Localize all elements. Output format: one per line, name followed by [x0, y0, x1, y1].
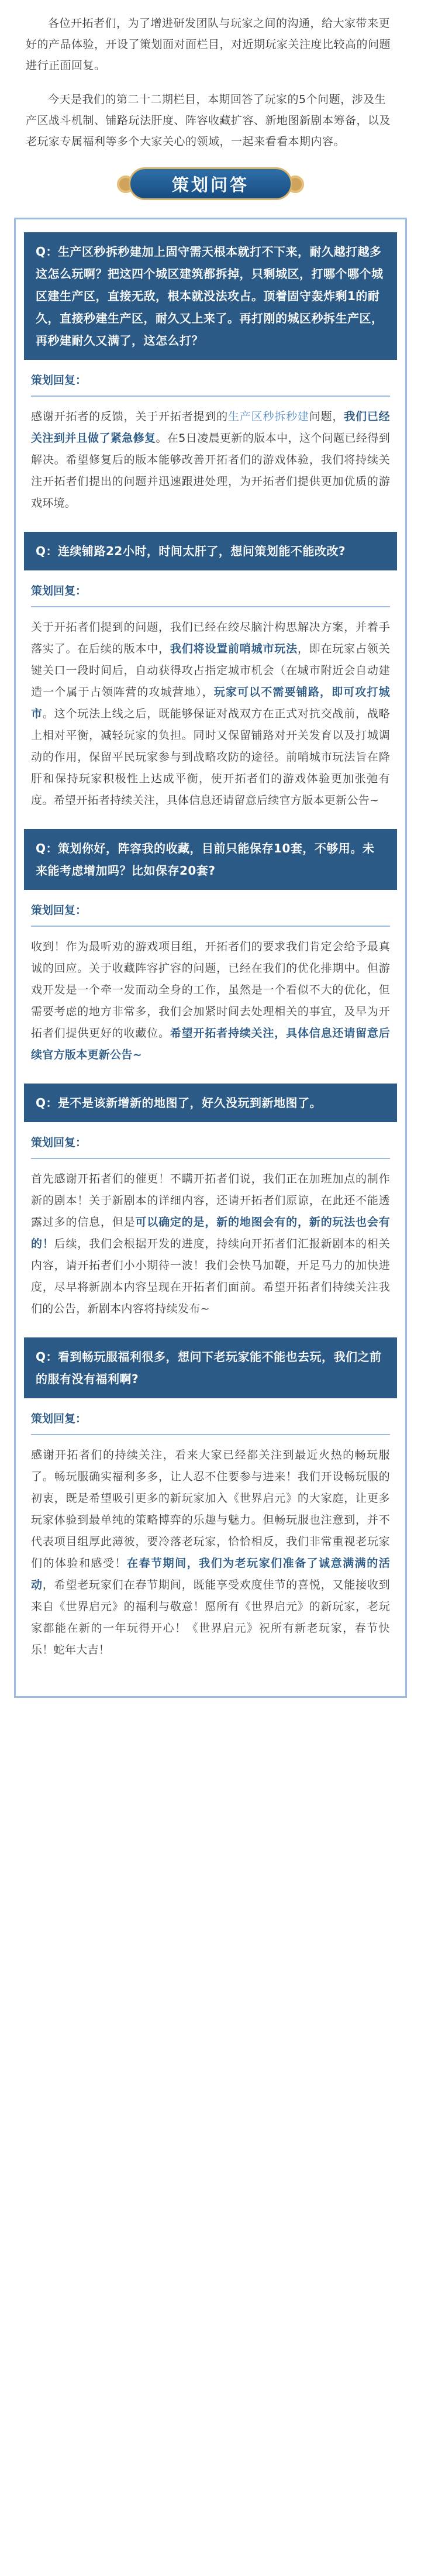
answer-keyword: 生产区秒拆秒建 — [227, 410, 309, 423]
answer-highlight: 玩家可以不需要铺路，即可攻打城市 — [31, 686, 390, 720]
answer-segment: 收到！作为最听劝的游戏项目组，开拓者们的要求我们肯定会给予最真诚的回应。关于收藏阵容扩容的问题，已经在我们的优化排期中。但游戏开发是一个牵一发而动全身的工作，虽然是一个看似不大的优化，但需要考虑的地方非常多，我们会加紧时间去处理相关的事宜，及早为开拓者们提供更好的收藏位。 — [31, 940, 390, 1040]
qa-item — [24, 532, 397, 811]
answer-label: 策划回复： — [31, 904, 87, 917]
answer-label: 策划回复： — [31, 1412, 87, 1425]
answer-label: 策划回复： — [31, 1136, 87, 1149]
answer-segment: 。在5日凌晨更新的版本中，这个问题已经得到解决。希望修复后的版本能够改善开拓者们的游戏体验，我们将持续关注开拓者们提出的问题并迅速跟进处理，为开拓者们提供更加优质的游戏环境。 — [31, 432, 391, 510]
answer-highlight: 可以确定的是，新的地图会有的，新的玩法也会有的！ — [31, 1216, 391, 1250]
section-title: 策划问答 — [171, 174, 249, 195]
answer-segment: 感谢开拓者的反馈，关于开拓者提到的 — [31, 410, 228, 423]
answer-text — [24, 406, 397, 514]
answer-text — [24, 1168, 397, 1320]
intro-section — [0, 0, 421, 152]
answer-highlight: 我们已经关注到并且做了紧急修复 — [31, 410, 390, 445]
answer-divider — [31, 395, 390, 397]
intro-paragraph-2: 今天是我们的第二十二期栏目，本期回答了玩家的5个问题，涉及生产区战斗机制、铺路玩法肝度、阵容收藏扩容、新地图新剧本筹备，以及老玩家专属福利等多个大家关心的领域，一起来看看本期内容。 — [26, 93, 391, 148]
answer-divider — [31, 926, 390, 927]
qa-item — [24, 1337, 397, 1661]
intro-paragraph-1: 各位开拓者们，为了增进研发团队与玩家之间的沟通，给大家带来更好的产品体验，开设了策划面对面栏目，对近期玩家关注度比较高的问题进行正面回复。 — [26, 17, 391, 72]
answer-divider — [31, 1434, 390, 1435]
section-title-banner — [123, 165, 298, 202]
answer-text — [24, 617, 397, 811]
answer-label: 策划回复： — [31, 584, 87, 597]
answer-segment: 首先感谢开拓者们的催更！不瞒开拓者们说，我们正在加班加点的制作新的剧本！关于新剧本的详细内容，还请开拓者们原谅，在此还不能透露过多的信息，但是 — [31, 1172, 390, 1229]
qa-frame — [14, 218, 407, 1698]
answer-segment: ，希望老玩家们在春节期间，既能享受欢度佳节的喜悦，又能接收到来自《世界启元》的福利与敬意！愿所有《世界启元》的新玩家，老玩家都能在新的一年玩得开心！《世界启元》祝所有新老玩家，春节快乐！蛇年大吉！ — [31, 1578, 390, 1656]
question-box: Q：连续铺路22小时，时间太肝了，想问策划能不能改改? — [24, 532, 397, 570]
answer-highlight: 在春节期间，我们为老玩家们准备了诚意满满的活动 — [31, 1557, 390, 1591]
answer-segment: 关于开拓者们提到的问题，我们已经在绞尽脑汁构思解决方案，并着手落实了。在后续的版本中， — [31, 621, 390, 655]
banner-pill — [129, 167, 292, 200]
answer-highlight: 我们将设置前哨城市玩法 — [170, 642, 298, 655]
answer-divider — [31, 606, 390, 607]
answer-highlight: 希望开拓者持续关注，具体信息还请留意后续官方版本更新公告~ — [31, 1027, 391, 1061]
qa-item — [24, 829, 397, 1066]
answer-segment: 问题， — [309, 410, 344, 423]
question-box: Q：看到畅玩服福利很多，想问下老玩家能不能也去玩，我们之前的服有没有福利啊? — [24, 1337, 397, 1398]
answer-segment: 后续，我们会根据开发的进度，持续向开拓者们汇报新剧本的相关内容，请开拓者们小小期待一波！我们会快马加鞭，开足马力的加快进度，尽早将新剧本内容呈现在开拓者们面前。希望开拓者们持续关注我们的公告，新剧本内容将持续发布~ — [31, 1237, 390, 1315]
answer-divider — [31, 1158, 390, 1159]
qa-item — [24, 232, 397, 514]
question-box: Q：生产区秒拆秒建加上固守需天根本就打不下来，耐久越打越多这怎么玩啊？把这四个城区建筑都拆掉，只剩城区，打哪个哪个城区建生产区，直接无敌，根本就没法攻占。顶着固守轰炸剩1的耐久，直接秒建生产区，耐久又上来了。再打刚的城区秒拆生产区，再秒建耐久又满了，这怎么打？ — [24, 232, 397, 360]
qa-item — [24, 1084, 397, 1320]
answer-label: 策划回复： — [31, 374, 87, 387]
question-box: Q：策划你好，阵容我的收藏，目前只能保存10套，不够用。未来能考虑增加吗？比如保存20套? — [24, 829, 397, 890]
answer-segment: ，即在玩家占领关键关口一段时间后，自动获得攻占指定城市机会（在城市附近会自动建造一个属于占领阵营的攻城营地）， — [31, 642, 390, 699]
answer-segment: 。这个玩法上线之后，既能够保证对战双方在正式对抗交战前，战略上相对平衡，减轻玩家的负担。同时又保留铺路对开关发育以及打城调动的作用，保留平民玩家参与到战略攻防的途径。前哨城市玩法旨在降肝和保持玩家积极性上达成平衡，使开拓者们的游戏体验更加张弛有度。希望开拓者持续关注，具体信息还请留意后续官方版本更新公告~ — [31, 707, 390, 807]
answer-text — [24, 1445, 397, 1661]
answer-text — [24, 936, 397, 1066]
question-box: Q：是不是该新增新的地图了，好久没玩到新地图了。 — [24, 1084, 397, 1122]
answer-segment: 感谢开拓者们的持续关注，看来大家已经都关注到最近火热的畅玩服了。畅玩服确实福利多多，让人忍不住要参与进来！我们开设畅玩服的初衷，既是希望吸引更多的新玩家加入《世界启元》的大家庭，让更多玩家体验到最单纯的策略博弈的乐趣与魅力。但畅玩服也注意到，并不代表项目组厚此薄彼，要冷落老玩家，恰恰相反，我们非常重视老玩家们的体验和感受！ — [31, 1449, 390, 1570]
